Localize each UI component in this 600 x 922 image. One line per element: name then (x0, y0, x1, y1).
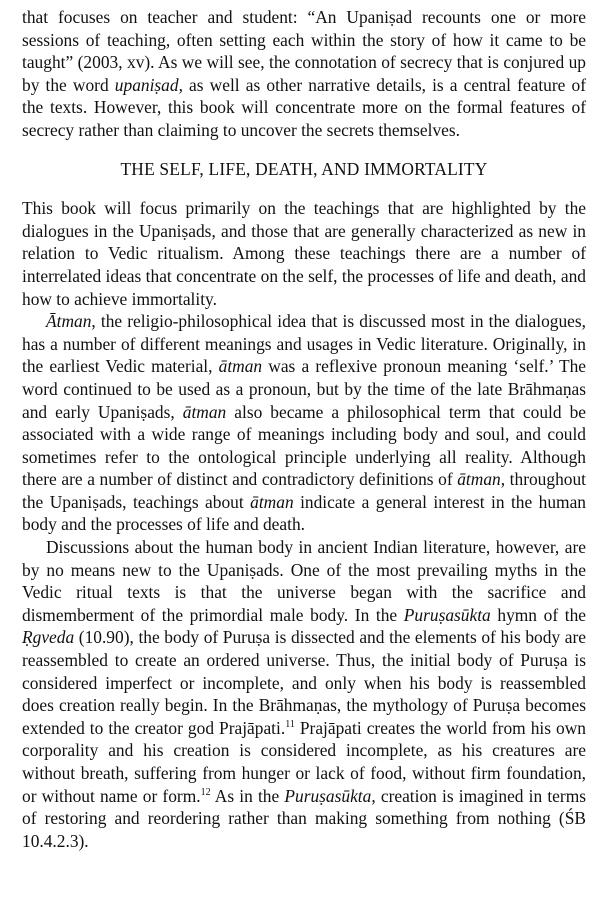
footnote-marker: 12 (200, 786, 211, 798)
text-span: that focuses on teacher and student: “An Upaniṣad recounts one or more sessions of teaching, often setting each within the story of how it came to be taught” (2003, xv). As we will see, the connotation of secrecy that is conjured up by the word (22, 7, 586, 95)
text-span: , throughout the Upaniṣads, teachings about (22, 469, 586, 512)
text-span: Prajāpati creates the world from his own corporality and his creation is considered incomplete, as his creatures are without breath, suffering from hunger or lack of food, without firm foundation, or without name or form. (22, 717, 586, 806)
paragraph-atman (22, 310, 586, 536)
italic-term: Puruṣasūkta (403, 604, 491, 625)
italic-term: ātman (457, 469, 501, 490)
text-span: As in the (210, 785, 285, 806)
text-span: also became a philosophical term that could be associated with a wide range of meanings including body and soul, and could sometimes refer to the ontological principle underlying all reality. Although there are a number of distinct and contradictory definitions of (22, 401, 586, 490)
section-heading: THE SELF, LIFE, DEATH, AND IMMORTALITY (120, 158, 488, 179)
paragraph-human-body (22, 536, 586, 852)
text-span: , the religio-philosophical idea that is discussed most in the dialogues, has a number of different meanings and usages in Vedic literature. Originally, in the earliest Vedic material, (22, 311, 586, 377)
paragraph-intro-continuation (22, 6, 586, 142)
text-span: was a reflexive pronoun meaning ‘self.’ The word continued to be used as a pronoun, but by the time of the late Brāhmaṇas and early Upaniṣads, (22, 356, 586, 422)
italic-term: ātman (218, 356, 263, 377)
text-span: , creation is imagined in terms of restoring and reordering rather than making something from nothing (ŚB 10.4.2.3). (22, 785, 586, 851)
italic-term: upaniṣad, (114, 74, 183, 95)
italic-term: Ṛgveda (22, 627, 75, 648)
text-span: hymn of the (490, 604, 586, 625)
footnote-marker: 11 (285, 719, 295, 731)
italic-term: ātman (250, 491, 294, 512)
text-span: as well as other narrative details, is a central feature of the texts. However, this book will concentrate more on the formal features of secrecy rather than claiming to uncover the secrets themselves. (22, 74, 586, 140)
italic-term: Ātman (46, 311, 92, 332)
text-span: (10.90), the body of Puruṣa is dissected and the elements of his body are reassembled to create an ordered universe. Thus, the initial body of Puruṣa is considered imperfect or incomplete, and only when his body is reassembled does creation really begin. In the Brāhmaṇas, the mythology of Puruṣa becomes extended to the creator god Prajāpati. (22, 627, 586, 738)
italic-term: Puruṣasūkta (284, 785, 372, 806)
paragraph-teachings: This book will focus primarily on the teachings that are highlighted by the dialogues in the Upaniṣads, and those that are generally characterized as new in relation to Vedic ritualism. Among these teachings there are a number of interrelated ideas that concentrate on the self, the processes of life and death, and how to achieve immortality. (22, 198, 586, 309)
italic-term: ātman (182, 401, 227, 422)
text-span: indicate a general interest in the human body and the processes of life and death. (22, 491, 587, 535)
text-span: Discussions about the human body in ancient Indian literature, however, are by no means new to the Upaniṣads. One of the most prevailing myths in the Vedic ritual texts is that the universe began with the sacrifice and dismemberment of the primordial male body. In the (22, 537, 586, 625)
